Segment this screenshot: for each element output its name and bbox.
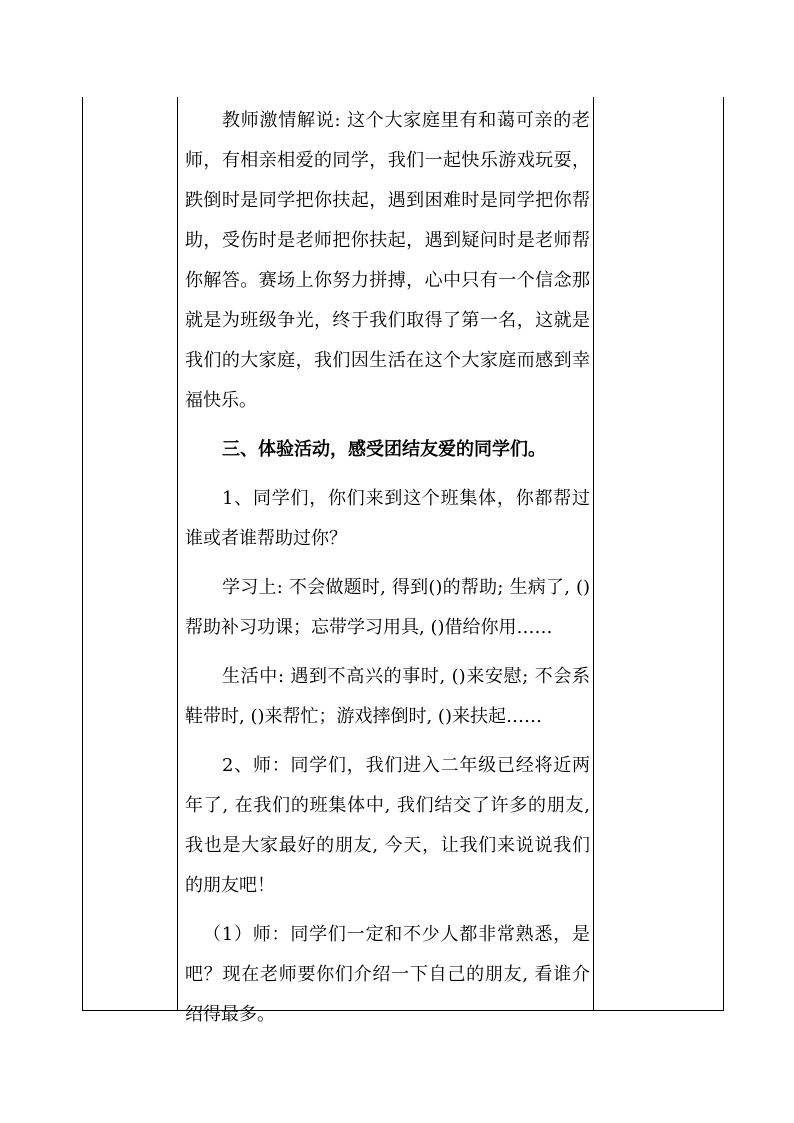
column-divider-right <box>593 97 594 1010</box>
paragraph-question-1: 1、同学们，你们来到这个班集体，你都帮过谁或者谁帮助过你？ <box>185 488 590 549</box>
lesson-content-cell <box>185 101 590 1035</box>
section-heading-experience-activity: 三、体验活动，感受团结友爱的同学们。 <box>222 439 546 460</box>
column-divider-left <box>177 97 178 1010</box>
paragraph-teacher-narration: 教师激情解说: 这个大家庭里有和蔼可亲的老师，有相亲相爱的同学，我们一起快乐游戏玩耍，跌倒时是同学把你扶起，遇到困难时是同学把你帮助，受伤时是老师把你扶起，遇到疑问时是老师帮你解答。赛场上你努力拼搏，心中只有一个信念那就是为班级争光，终于我们取得了第一名，这就是我们的大家庭，我们因生活在这个大家庭而感到幸福快乐。 <box>185 110 590 411</box>
paragraph-question-2: 2、师：同学们，我们进入二年级已经将近两年了, 在我们的班集体中, 我们结交了许多的朋友, 我也是大家最好的朋友, 今天，让我们来说说我们的朋友吧！ <box>185 755 590 896</box>
paragraph-study-help: 学习上: 不会做题时, 得到()的帮助; 生病了, ()帮助补习功课；忘带学习用具, ()借给你用…… <box>185 577 590 638</box>
paragraph-life-help: 生活中: 遇到不高兴的事时, ()来安慰; 不会系鞋带时, ()来帮忙；游戏摔倒时, ()来扶起…… <box>185 666 590 727</box>
paragraph-sub-question-1: （1）师：同学们一定和不少人都非常熟悉，是吧？现在老师要你们介绍一下自己的朋友, 看谁介绍得最多。 <box>185 924 590 1025</box>
